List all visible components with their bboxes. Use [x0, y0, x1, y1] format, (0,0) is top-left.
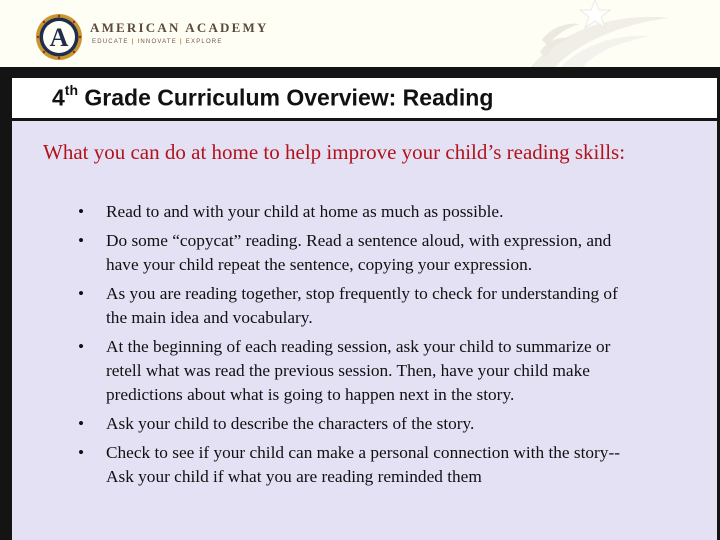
logo-letter: A — [49, 23, 69, 52]
tagline-word: EDUCATE — [92, 39, 129, 45]
list-item — [78, 200, 638, 224]
tagline-word: EXPLORE — [185, 39, 223, 45]
section-heading: What you can do at home to help improve your child’s reading skills: — [43, 140, 626, 164]
academy-logo-emblem — [34, 12, 84, 62]
tips-list — [78, 200, 638, 494]
title-number: 4 — [52, 84, 65, 111]
list-item-text: As you are reading together, stop frequently to check for understanding of the main idea and vocabulary. — [106, 284, 618, 327]
list-item-text: Do some “copycat” reading. Read a sentence aloud, with expression, and have your child repeat the sentence, copying your expression. — [106, 231, 612, 274]
list-item-text: At the beginning of each reading session, ask your child to summarize or retell what was read the previous session. Then, have your child make predictions about what is going to happen next in the story. — [106, 337, 611, 404]
title-text: Grade Curriculum Overview: Reading — [78, 84, 494, 111]
list-item-text: Check to see if your child can make a personal connection with the story--Ask your child if what you are reading reminded them — [106, 443, 620, 486]
list-item-text: Read to and with your child at home as much as possible. — [106, 202, 504, 221]
page-title — [52, 84, 493, 112]
bullet-icon: • — [78, 202, 85, 221]
logo-name: AMERICAN ACADEMY — [90, 20, 269, 35]
list-item — [78, 335, 638, 407]
bullet-icon: • — [78, 284, 85, 303]
tagline-word: INNOVATE — [137, 39, 177, 45]
list-item — [78, 282, 638, 330]
list-item-text: Ask your child to describe the characters of the story. — [106, 414, 475, 433]
star-swoosh-decoration — [520, 0, 720, 68]
title-ordinal: th — [64, 82, 79, 98]
list-item — [78, 229, 638, 277]
header-band — [0, 0, 720, 68]
list-item — [78, 441, 638, 489]
logo-tagline: EDUCATE | INNOVATE | EXPLORE — [92, 39, 223, 45]
list-item — [78, 412, 638, 436]
bullet-icon: • — [78, 443, 85, 462]
bullet-icon: • — [78, 337, 85, 356]
bullet-icon: • — [78, 414, 85, 433]
bullet-icon: • — [78, 231, 85, 250]
